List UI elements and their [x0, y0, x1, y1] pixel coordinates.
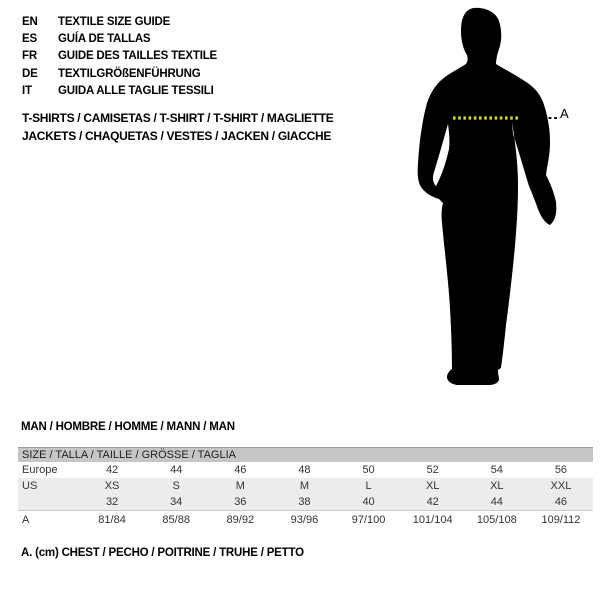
- cell: 32: [105, 496, 119, 508]
- cell: 34: [170, 496, 183, 508]
- lang-row-it: [22, 82, 217, 99]
- cell: 50: [362, 464, 375, 476]
- cell: 85/88: [144, 511, 208, 529]
- lang-row-de: [22, 65, 217, 82]
- row-label: US: [22, 480, 38, 492]
- man-figure: [400, 5, 575, 390]
- cell: 46: [234, 464, 247, 476]
- cell: 44: [490, 496, 503, 508]
- cell: 105/108: [465, 511, 529, 529]
- cell: 36: [234, 496, 247, 508]
- table-row-unlabeled: [18, 494, 593, 511]
- row-label: Europe: [22, 464, 58, 476]
- cell: 42: [426, 496, 439, 508]
- lang-label: TEXTILGRÖßENFÜHRUNG: [58, 67, 201, 80]
- lang-code: IT: [22, 84, 32, 97]
- row-label: A: [18, 511, 80, 529]
- category-line-tshirts: T-SHIRTS / CAMISETAS / T-SHIRT / T-SHIRT / MAGLIETTE: [22, 111, 334, 125]
- category-line-jackets: JACKETS / CHAQUETAS / VESTES / JACKEN / GIACCHE: [22, 129, 332, 143]
- cell: 40: [362, 496, 375, 508]
- cell: 54: [490, 464, 503, 476]
- cell: M: [235, 480, 245, 492]
- cell: 56: [554, 464, 568, 476]
- cell: 97/100: [337, 511, 401, 529]
- lang-row-en: [22, 13, 217, 30]
- cell: 48: [298, 464, 311, 476]
- cell: 46: [554, 496, 568, 508]
- cell: 38: [298, 496, 311, 508]
- lang-row-fr: [22, 48, 217, 65]
- cell: XXL: [550, 480, 572, 492]
- lang-label: TEXTILE SIZE GUIDE: [58, 15, 171, 28]
- size-table-header-label: SIZE / TALLA / TAILLE / GRÖSSE / TAGLIA: [18, 448, 593, 463]
- cell: 101/104: [401, 511, 465, 529]
- cell: XS: [104, 480, 120, 492]
- lang-label: GUIDE DES TAILLES TEXTILE: [58, 50, 217, 63]
- lang-label: GUIDA ALLE TAGLIE TESSILI: [58, 84, 214, 97]
- cell: XL: [490, 480, 504, 492]
- size-table: [18, 447, 593, 528]
- cell: 89/92: [208, 511, 272, 529]
- lang-code: EN: [22, 15, 38, 28]
- cell: M: [299, 480, 310, 492]
- measurement-label-a: A: [560, 106, 569, 121]
- cell: L: [365, 480, 372, 492]
- lang-code: FR: [22, 50, 37, 63]
- cell: 93/96: [272, 511, 336, 529]
- cell: 52: [426, 464, 439, 476]
- cell: S: [172, 480, 180, 492]
- cell: 109/112: [529, 511, 593, 529]
- table-row-a-chest: [18, 511, 593, 529]
- lang-code: DE: [22, 67, 38, 80]
- cell: 42: [105, 464, 119, 476]
- man-silhouette: [418, 8, 557, 385]
- lang-code: ES: [22, 32, 37, 45]
- man-silhouette-svg: [400, 5, 575, 390]
- cell: XL: [425, 480, 440, 492]
- language-list: [22, 13, 217, 99]
- lang-row-es: [22, 30, 217, 47]
- section-title-man: MAN / HOMBRE / HOMME / MANN / MAN: [21, 421, 235, 433]
- row-label: [18, 494, 80, 511]
- table-row-europe: [18, 462, 593, 478]
- size-table-header-row: [18, 448, 593, 463]
- lang-label: GUÍA DE TALLAS: [58, 32, 151, 45]
- footnote-chest-measure: A. (cm) CHEST / PECHO / POITRINE / TRUHE / PETTO: [21, 547, 304, 559]
- garment-categories: [22, 109, 334, 145]
- cell: 81/84: [80, 511, 144, 529]
- table-row-us: [18, 478, 593, 494]
- cell: 44: [170, 464, 183, 476]
